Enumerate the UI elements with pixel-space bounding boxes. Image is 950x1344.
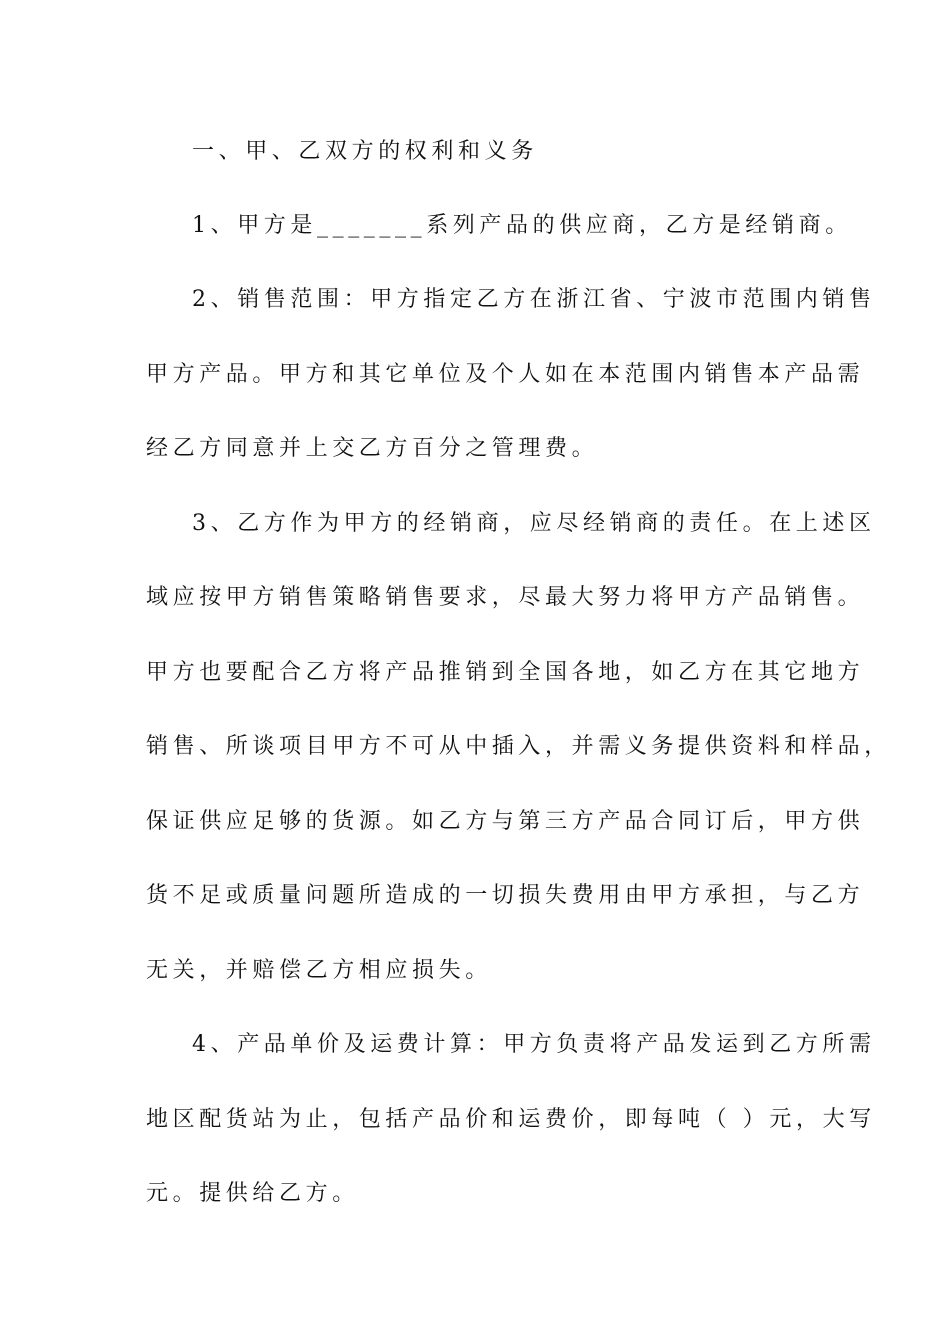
clause-3-line-6: 货不足或质量问题所造成的一切损失费用由甲方承担，与乙方: [146, 883, 865, 908]
clause-3-line-5: 保证供应足够的货源。如乙方与第三方产品合同订后，甲方供: [146, 809, 865, 834]
section-heading: 一、甲、乙双方的权利和义务: [192, 139, 538, 164]
clause-1-line-1: 1、甲方是_______系列产品的供应商，乙方是经销商。: [192, 213, 852, 238]
clause-3-line-1: 3、乙方作为甲方的经销商，应尽经销商的责任。在上述区: [192, 511, 876, 536]
clause-3-line-4: 销售、所谈项目甲方不可从中插入，并需义务提供资料和样品，: [146, 734, 891, 759]
clause-4-line-1: 4、产品单价及运费计算：甲方负责将产品发运到乙方所需: [192, 1032, 876, 1057]
clause-4-line-2: 地区配货站为止，包括产品价和运费价，即每吨（ ）元，大写: [146, 1107, 876, 1132]
clause-2-line-2: 甲方产品。甲方和其它单位及个人如在本范围内销售本产品需: [146, 362, 865, 387]
clause-3-line-7: 无关，并赔偿乙方相应损失。: [146, 958, 492, 983]
clause-2-line-3: 经乙方同意并上交乙方百分之管理费。: [146, 436, 599, 461]
clause-2-line-1: 2、销售范围：甲方指定乙方在浙江省、宁波市范围内销售: [192, 287, 876, 312]
clause-3-line-2: 域应按甲方销售策略销售要求，尽最大努力将甲方产品销售。: [146, 585, 865, 610]
clause-3-line-3: 甲方也要配合乙方将产品推销到全国各地，如乙方在其它地方: [146, 660, 865, 685]
clause-4-line-3: 元。提供给乙方。: [146, 1181, 359, 1206]
